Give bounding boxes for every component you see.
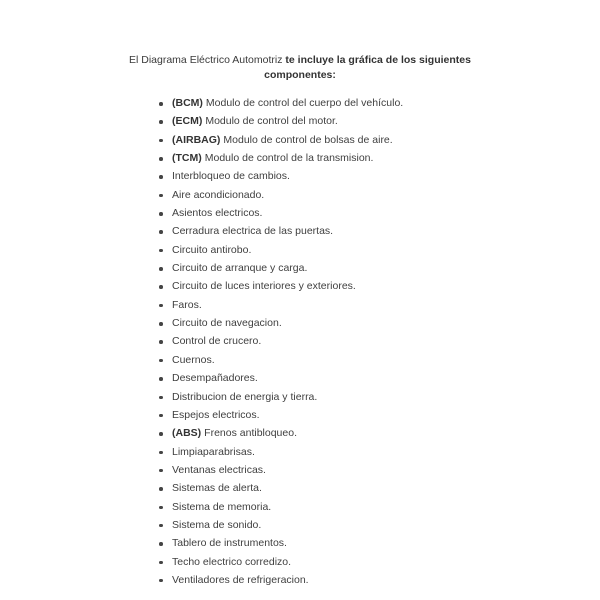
list-item-text: Cerradura electrica de las puertas.	[172, 225, 334, 238]
bullet-icon	[159, 212, 163, 216]
list-item	[172, 553, 403, 571]
list-item-text: Faros.	[172, 298, 202, 311]
list-item	[172, 112, 403, 130]
list-item	[172, 424, 403, 442]
list-item-text: Sistema de memoria.	[172, 500, 272, 513]
list-item-text: Aire acondicionado.	[172, 188, 265, 201]
bullet-icon	[159, 469, 163, 473]
bullet-icon	[159, 102, 163, 106]
bullet-icon	[159, 157, 163, 161]
list-item-text: Ventanas electricas.	[172, 463, 266, 476]
list-item	[172, 534, 403, 552]
list-item	[172, 332, 403, 350]
bullet-icon	[159, 175, 163, 179]
list-item-text: Ventiladores de refrigeracion.	[172, 573, 309, 586]
list-item-abbreviation: (BCM)	[172, 97, 203, 109]
list-item-text: Distribucion de energia y tierra.	[172, 390, 318, 403]
bullet-icon	[159, 230, 163, 234]
intro-paragraph	[60, 53, 540, 83]
list-item	[172, 498, 403, 516]
bullet-icon	[159, 120, 163, 124]
list-item-abbreviation: (ECM)	[172, 115, 203, 128]
list-item	[172, 241, 403, 259]
list-item	[172, 94, 403, 112]
list-item-text: Frenos antibloqueo.	[204, 427, 297, 440]
bullet-icon	[159, 451, 163, 455]
bullet-icon	[159, 267, 163, 271]
list-item	[172, 314, 403, 332]
bullet-icon	[159, 396, 163, 400]
list-item	[172, 204, 403, 222]
list-item-text: Modulo de control del motor.	[205, 115, 338, 128]
bullet-icon	[159, 579, 163, 583]
list-item	[172, 167, 403, 185]
list-item-abbreviation: (TCM)	[172, 152, 202, 165]
list-item	[172, 186, 403, 204]
bullet-icon	[159, 249, 163, 253]
intro-bold-text-line1: te incluye la gráfica de los siguientes	[285, 53, 471, 66]
bullet-icon	[159, 432, 163, 436]
list-item	[172, 296, 403, 314]
bullet-icon	[159, 487, 163, 491]
list-item	[172, 369, 403, 387]
list-item-text: Techo electrico corredizo.	[172, 555, 292, 568]
list-item-text: Asientos electricos.	[172, 207, 263, 220]
component-list	[172, 94, 403, 589]
list-item-text: Circuito de luces interiores y exteriores.	[172, 280, 356, 293]
bullet-icon	[159, 322, 163, 326]
list-item-text: Desempañadores.	[172, 372, 258, 385]
list-item	[172, 277, 403, 295]
bullet-icon	[159, 414, 163, 418]
intro-bold-text-line2: componentes:	[264, 68, 336, 81]
intro-plain-text: El Diagrama Eléctrico Automotriz	[129, 53, 283, 66]
bullet-icon	[159, 542, 163, 546]
list-item-text: Sistema de sonido.	[172, 518, 262, 531]
bullet-icon	[159, 377, 163, 381]
list-item	[172, 351, 403, 369]
list-item-text: Tablero de instrumentos.	[172, 537, 287, 550]
bullet-icon	[159, 139, 163, 143]
list-item	[172, 479, 403, 497]
list-item-abbreviation: (ABS)	[172, 427, 202, 440]
list-item	[172, 516, 403, 534]
list-item-text: Circuito de navegacion.	[172, 317, 282, 330]
list-item-text: Modulo de control de la transmision.	[204, 152, 374, 165]
list-item-text: Interbloqueo de cambios.	[172, 170, 290, 183]
list-item	[172, 461, 403, 479]
list-item	[172, 406, 403, 424]
bullet-icon	[159, 285, 163, 289]
list-item	[172, 222, 403, 240]
list-item-text: Control de crucero.	[172, 335, 262, 348]
list-item-text: Limpiaparabrisas.	[172, 445, 255, 458]
list-item-text: Cuernos.	[172, 353, 215, 366]
list-item	[172, 259, 403, 277]
list-item	[172, 149, 403, 167]
list-item-text: Espejos electricos.	[172, 408, 260, 421]
list-item	[172, 571, 403, 589]
list-item	[172, 388, 403, 406]
bullet-icon	[159, 359, 163, 363]
list-item-text: Circuito de arranque y carga.	[172, 262, 308, 275]
list-item-text: Sistemas de alerta.	[172, 482, 262, 495]
list-item-text: Circuito antirobo.	[172, 243, 252, 256]
bullet-icon	[159, 506, 163, 510]
list-item-text: Modulo de control de bolsas de aire.	[223, 133, 393, 146]
bullet-icon	[159, 524, 163, 528]
bullet-icon	[159, 304, 163, 308]
list-item-text: Modulo de control del cuerpo del vehículo.	[205, 97, 404, 109]
list-item-abbreviation: (AIRBAG)	[172, 133, 221, 146]
list-item	[172, 443, 403, 461]
list-item	[172, 131, 403, 149]
bullet-icon	[159, 194, 163, 198]
bullet-icon	[159, 340, 163, 344]
bullet-icon	[159, 561, 163, 565]
